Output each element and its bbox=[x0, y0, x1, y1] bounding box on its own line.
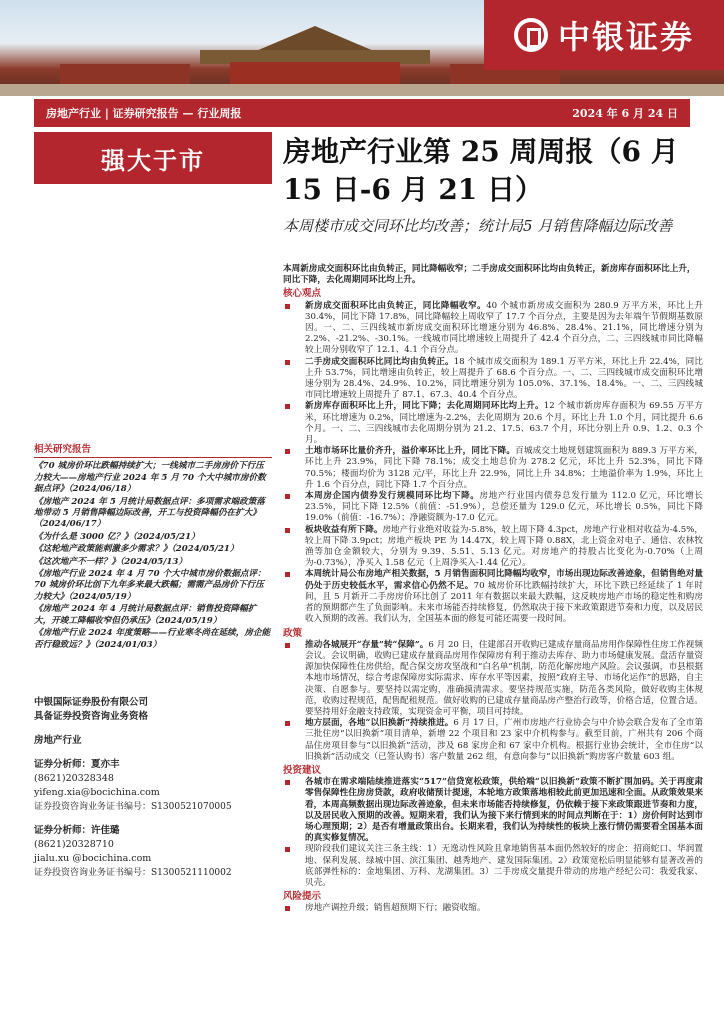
bullet-text: 百城成交土地规划建筑面积为 889.3 万平方米，环比上升 23.9%，同比下降 78.1%；成交土地总价为 278.2 亿元，环比上升 52.3%，同比下降 70.5%；楼面均价为 3128 元/平，环比上升 22.9%，同比上升 34.8%；土地溢价率为 1.9%，环比上升 1.6 个百分点，同比下降 1.7 个百分点。 bbox=[305, 446, 703, 490]
analyst-2-name: 证券分析师：许佳璐 bbox=[34, 825, 120, 836]
bullet-bold: 各城市在需求端陆续推进落实“517”信贷宽松政策，供给端“以旧换新”政策不断扩围加码。关于再度肃零售保障性住房房贷款，政府收储预计提速，本轮地方政策落地相较此前更加迅速和全面。从政策效果来看，本周高频数据出现边际改善迹象，但未来市场能否持续修复，仍依赖于接下来政策跟进节奏和力度，以及居民收入预期的改善。短期来看，我们认为接下来行情到来的时间点判断在于：1）房价何时达到市场心理预期；2）是否有增量政策出台。长期来看，我们认为持续性的板块上涨行情仍需要看全国基本面的真实修复情况。 bbox=[305, 777, 703, 844]
bullet-point bbox=[283, 525, 703, 570]
analyst-1-cert: 证券投资咨询业务证书编号：S1300521070005 bbox=[34, 802, 232, 812]
company-info bbox=[34, 696, 272, 880]
analyst-1-phone: (8621)20328348 bbox=[34, 773, 114, 784]
brand-name: 中银证券 bbox=[557, 18, 694, 56]
bullet-bold: 板块收益有所下降。 bbox=[305, 524, 383, 535]
related-report-item[interactable]: 《这轮地产政策能刺激多少需求？》（2024/05/21） bbox=[34, 544, 239, 555]
bullet-point bbox=[283, 903, 703, 914]
bullet-text: 70 城房价环比跌幅持续扩大，环比下跌已经延续了 1 年时间，且 5 月新开二手房房价环比创了 2011 年有数据以来最大跌幅，这反映房地产市场的稳定性和购房者的预期都产生了负面影响。未来市场能否持续修复，仍然取决于接下来政策跟进节奏和力度，以及居民收入预期的改善。我们认为，全国基本面的修复可能还需要一段时间。 bbox=[305, 580, 703, 625]
bullet-bold: 本周房企国内债券发行规模同环比均下降。 bbox=[305, 491, 480, 502]
core-points-list bbox=[283, 301, 703, 626]
report-date: 2024 年 6 月 24 日 bbox=[572, 107, 678, 120]
bullet-text: 房地产调控升级；销售超预期下行；融资收缩。 bbox=[305, 903, 486, 914]
banner-ground bbox=[0, 84, 724, 96]
bullet-point bbox=[283, 718, 703, 763]
report-meta-bar bbox=[34, 99, 690, 127]
report-subtitle: 本周楼市成交同环比均改善；统计局5 月销售降幅边际改善 bbox=[283, 217, 673, 235]
related-report-item[interactable]: 《房地产 2024 年 5 月统计局数据点评：多项需求端政策落地带动 5 月销售降幅边际改善，开工与投资降幅仍在扩大》（2024/06/17） bbox=[34, 496, 265, 530]
bullet-text: 18 个城市成交面积为 189.1 万平方米，环比上升 22.4%，同比上升 53.7%，同比增速由负转正，较上周提升了 68.6 个百分点。一、二、三四线城市成交面积环比增速分别为 28.4%、24.9%、10.2%，同比增速分别为 105.0%、37.1%、18.4%。一、二、三四线城市同比增速较上周提升了 87.1、67.3、40.4 个百分点。 bbox=[305, 356, 703, 401]
section-policy-heading: 政策 bbox=[283, 627, 303, 639]
risk-points-list bbox=[283, 903, 703, 914]
analyst-1-email[interactable]: yifeng.xia@bocichina.com bbox=[34, 787, 160, 798]
related-report-item[interactable]: 《70 城房价环比跌幅持续扩大；一线城市二手房房价下行压力较大——房地产行业 2024 年 5 月 70 个大中城市房价数据点评》（2024/06/18） bbox=[34, 461, 266, 495]
bullet-bold: 地方层面，各地“以旧换新”持续推进。 bbox=[305, 718, 454, 729]
company-name: 中银国际证券股份有限公司 bbox=[34, 697, 149, 708]
analyst-2-cert: 证券投资咨询业务证书编号：S1300521110002 bbox=[34, 868, 232, 878]
bullet-text: 40 个城市新房成交面积为 280.9 万平方米，环比上升 30.4%，同比下降 17.8%，同比降幅较上周收窄了 17.7 个百分点，主要是因为去年端午节假期基数原因。一、二、三四线城市新房成交面积环比增速分别为 46.8%、28.4%、21.1%，同比增速分别为 2.2%、-21.2%、-30.1%。一线城市同比增速较上周提升了 42.4 个百分点，二、三四线城市同比降幅较上周分别收窄了 12.1、4.1 个百分点。 bbox=[305, 300, 703, 356]
related-report-item[interactable]: 《房地产 2024 年 4 月统计局数据点评：销售投资降幅扩大，开竣工降幅收窄但仍承压》（2024/05/19） bbox=[34, 604, 257, 626]
brand-logo-icon bbox=[514, 18, 548, 52]
related-report-list bbox=[34, 461, 272, 651]
report-category: 房地产行业 | 证券研究报告 — 行业周报 bbox=[46, 107, 242, 120]
section-core-heading: 核心观点 bbox=[283, 288, 322, 300]
related-report-item[interactable]: 《这次地产不一样？》（2024/05/13） bbox=[34, 556, 187, 567]
analyst-2-phone: (8621)20328710 bbox=[34, 839, 114, 850]
rating-badge: 强大于市 bbox=[34, 132, 272, 184]
header-banner bbox=[0, 0, 724, 96]
company-qualification: 具备证券投资咨询业务资格 bbox=[34, 711, 149, 722]
section-advice-heading: 投资建议 bbox=[283, 764, 322, 776]
banner-wing-left bbox=[60, 64, 190, 84]
bullet-bold: 本周统计局公布房地产相关数据，5 月销售面积同比降幅均收窄，市场出现边际改善迹象，但销售绝对量仍处于历史较低水平，需求信心仍然不足。 bbox=[305, 569, 703, 591]
brand-box bbox=[484, 0, 724, 70]
related-reports bbox=[34, 444, 272, 652]
bullet-bold: 新房库存面积环比上升，同比下降；去化周期同环比均上升。 bbox=[305, 401, 544, 412]
advice-points-list bbox=[283, 777, 703, 889]
bullet-text: 现阶段我们建议关注三条主线：1）无逸动性风险且拿地销售基本面仍然较好的房企：招商蛇口、华润置地、保利发展、绿城中国、滨江集团、越秀地产、建发国际集团。2）政策宽松后明显能够有显著改善的底部弹性标的：金地集团、万科、龙湖集团。3）二手房成交量提升带动的房地产经纪公司：我爱我家、贝壳。 bbox=[305, 844, 703, 888]
analyst-2-email[interactable]: jialu.xu @bocichina.com bbox=[34, 853, 152, 864]
bullet-text: 房地产行业国内债券总发行量为 112.0 亿元，环比增长 23.5%，同比下降 12.5%（前值：-51.9%），总偿还量为 129.0 亿元，环比增长 0.5%，同比下降 19.0%（前值：-16.7%）；净融资额为-17.0 亿元。 bbox=[305, 491, 703, 524]
main-content bbox=[283, 264, 703, 915]
related-report-item[interactable]: 《房地产行业 2024 年 4 月 70 个大中城市房价数据点评：70 城房价环比创下九年多来最大跌幅；需需产品房价下行压力较大》（2024/05/19） bbox=[34, 569, 266, 602]
section-risk-heading: 风险提示 bbox=[283, 891, 322, 903]
bullet-point bbox=[283, 777, 703, 844]
bullet-text: 6 月 20 日，住建部召开收购已建成存量商品房用作保障性住房工作视频会议。会议明确，收购已建成存量商品房用作保障房有利于推动去库存、助力市场健康发展。盘活存量资源加快保障性住房供给，配合保交房攻坚战和“白名单”机制，防范化解房地产风险。会议强调，市县根据本地市场情况，综合考虑保障房实际需求、库存水平等因素，按照“政府主导、市场化运作”的思路，自主决策、自愿参与。要坚持以需定购，准确摸清需求。要坚持规范实施，防范各类风险，做好收购主体规范，收购过程规范，配售配租规范。做好收购的已建成存量商品房产整治行政等，价格合适，位置合适。要坚持用好金融支持政策，实现资金可平衡，项目可持续。 bbox=[305, 639, 703, 717]
analyst-1-name: 证券分析师：夏亦丰 bbox=[34, 759, 120, 770]
related-divider bbox=[34, 457, 272, 458]
lead-summary: 本周新房成交面积环比由负转正，同比降幅收窄；二手房成交面积环比均由负转正，新房库存面积环比上升，同比下降，去化周期同环比均上升。 bbox=[283, 264, 696, 286]
bullet-bold: 新房成交面积环比由负转正，同比降幅收窄。 bbox=[305, 300, 487, 311]
related-heading: 相关研究报告 bbox=[34, 444, 92, 455]
bullet-text: 房地产行业绝对收益为-5.8%，较上周下降 4.3pct，房地产行业相对收益为-4.5%，较上周下降 3.9pct；房地产板块 PE 为 14.47X，较上周下降 0.88X，北上资金对电子、通信、农林牧渔等加仓金额较大，分别为 9.39、5.51、5.13 亿元。对房地产的持股占比变化为-0.70%（上周为-0.73%），净买入 1.58 亿元（上周净买入-1.44 亿元）。 bbox=[305, 524, 703, 569]
bullet-text: 6 月 17 日，广州市房地产行业协会与中介协会联合发布了全市第三批住房“以旧换新”项目清单，新增 22 个项目和 23 家中介机构参与。截至目前，广州共有 206 个商品住房项目参与“以旧换新”活动，涉及 68 家房企和 67 家中介机构。根据行业协会统计，全市住房“以旧换新”活动成交（已签认购书）客户数量 262 组，有意向参与“以旧换新”购房客户数量 603 组。 bbox=[305, 718, 703, 762]
bullet-bold: 二手房成交面积环比同比均由负转正。 bbox=[305, 356, 454, 367]
bullet-point bbox=[283, 301, 703, 357]
bullet-text: 12 个城市新房库存面积为 69.55 万平方米，环比增速为 0.2%，同比增速为-2.2%，去化周期为 20.6 个月，环比上升 1.0 个月，同比提升 6.6 个月。一、二、三四线城市去化周期分别为 21.2、17.5、63.7 个月，环比分别上升 0.9、1.2、0.3 个月。 bbox=[305, 401, 703, 446]
policy-points-list bbox=[283, 640, 703, 763]
report-title: 房地产行业第 25 周周报（6 月 15 日-6 月 21 日） bbox=[283, 135, 679, 206]
bullet-point bbox=[283, 569, 703, 625]
bullet-point bbox=[283, 844, 703, 889]
related-report-item[interactable]: 《为什么是 3000 亿？》（2024/05/21） bbox=[34, 531, 200, 542]
bullet-bold: 土地市场环比量价齐升，溢价率环比上升，同比下降。 bbox=[305, 446, 516, 457]
bullet-bold: 推动各城展开“存量”转“保障”。 bbox=[305, 639, 429, 650]
related-report-item[interactable]: 《房地产行业 2024 年度策略——行业寒冬尚在延续，房企能否行稳致远？》（2024/01/03） bbox=[34, 628, 271, 650]
bullet-point bbox=[283, 640, 703, 718]
industry-label: 房地产行业 bbox=[34, 735, 82, 746]
bullet-point bbox=[283, 446, 703, 491]
bullet-point bbox=[283, 401, 703, 446]
bullet-point bbox=[283, 491, 703, 525]
banner-hall bbox=[230, 62, 400, 86]
bullet-point bbox=[283, 357, 703, 402]
